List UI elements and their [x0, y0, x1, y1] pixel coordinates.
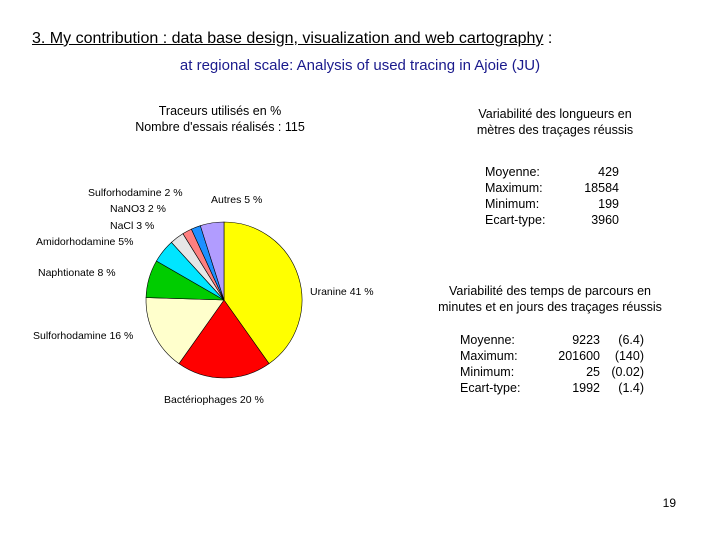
- lengths-value: 18584: [584, 181, 619, 195]
- times-label: Maximum:: [460, 349, 518, 363]
- pie-label-sulforhodamine-16: Sulforhodamine 16 %: [33, 330, 134, 342]
- times-minutes: 1992: [572, 381, 600, 395]
- pie-label-nacl: NaCl 3 %: [110, 220, 155, 232]
- lengths-value: 3960: [591, 213, 619, 227]
- times-days: (1.4): [618, 381, 644, 395]
- times-label: Ecart-type:: [460, 381, 521, 395]
- lengths-title-line2: mètres des traçages réussis: [476, 123, 634, 137]
- lengths-label: Ecart-type:: [485, 213, 546, 227]
- times-row: [460, 380, 644, 396]
- times-minutes: 25: [586, 365, 600, 379]
- lengths-table: [485, 164, 619, 228]
- pie-title-line2: Nombre d'essais réalisés : 115: [135, 120, 305, 134]
- times-row: [460, 364, 644, 380]
- slide-subtitle: at regional scale: Analysis of used tracing in Ajoie (JU): [179, 57, 541, 74]
- pie-label-sulforhodamine-2: Sulforhodamine 2 %: [88, 187, 183, 199]
- times-minutes: 9223: [572, 333, 600, 347]
- lengths-row: [485, 196, 619, 212]
- lengths-label: Minimum:: [485, 197, 540, 211]
- times-title-line2: minutes et en jours des traçages réussis: [438, 300, 662, 314]
- page-number: 19: [662, 496, 676, 510]
- times-label: Minimum:: [460, 365, 515, 379]
- lengths-value: 429: [598, 165, 619, 179]
- pie-label-uranine: Uranine 41 %: [310, 286, 374, 298]
- lengths-row: [485, 164, 619, 180]
- times-table: [460, 332, 644, 396]
- times-days: (6.4): [618, 333, 644, 347]
- times-title-line1: Variabilité des temps de parcours en: [449, 284, 651, 298]
- pie-label-autres: Autres 5 %: [211, 194, 263, 206]
- pie-label-bacteriophages: Bactériophages 20 %: [164, 394, 264, 406]
- slide-title-colon: :: [543, 30, 553, 47]
- lengths-title: [440, 106, 670, 138]
- lengths-label: Moyenne:: [485, 165, 540, 179]
- slide-title-main: 3. My contribution : data base design, visualization and web cartography: [32, 30, 544, 47]
- lengths-title-line1: Variabilité des longueurs en: [478, 107, 632, 121]
- pie-label-nano3: NaNO3 2 %: [110, 203, 167, 215]
- times-label: Moyenne:: [460, 333, 515, 347]
- lengths-row: [485, 212, 619, 228]
- times-row: [460, 348, 644, 364]
- lengths-label: Maximum:: [485, 181, 543, 195]
- pie-label-naphtionate: Naphtionate 8 %: [38, 267, 116, 279]
- times-row: [460, 332, 644, 348]
- pie-title-line1: Traceurs utilisés en %: [158, 104, 282, 118]
- lengths-value: 199: [598, 197, 619, 211]
- times-title: [410, 283, 690, 315]
- times-days: (0.02): [611, 365, 644, 379]
- lengths-row: [485, 180, 619, 196]
- pie-label-amidorhodamine: Amidorhodamine 5%: [36, 236, 134, 248]
- times-minutes: 201600: [558, 349, 600, 363]
- times-days: (140): [614, 349, 644, 363]
